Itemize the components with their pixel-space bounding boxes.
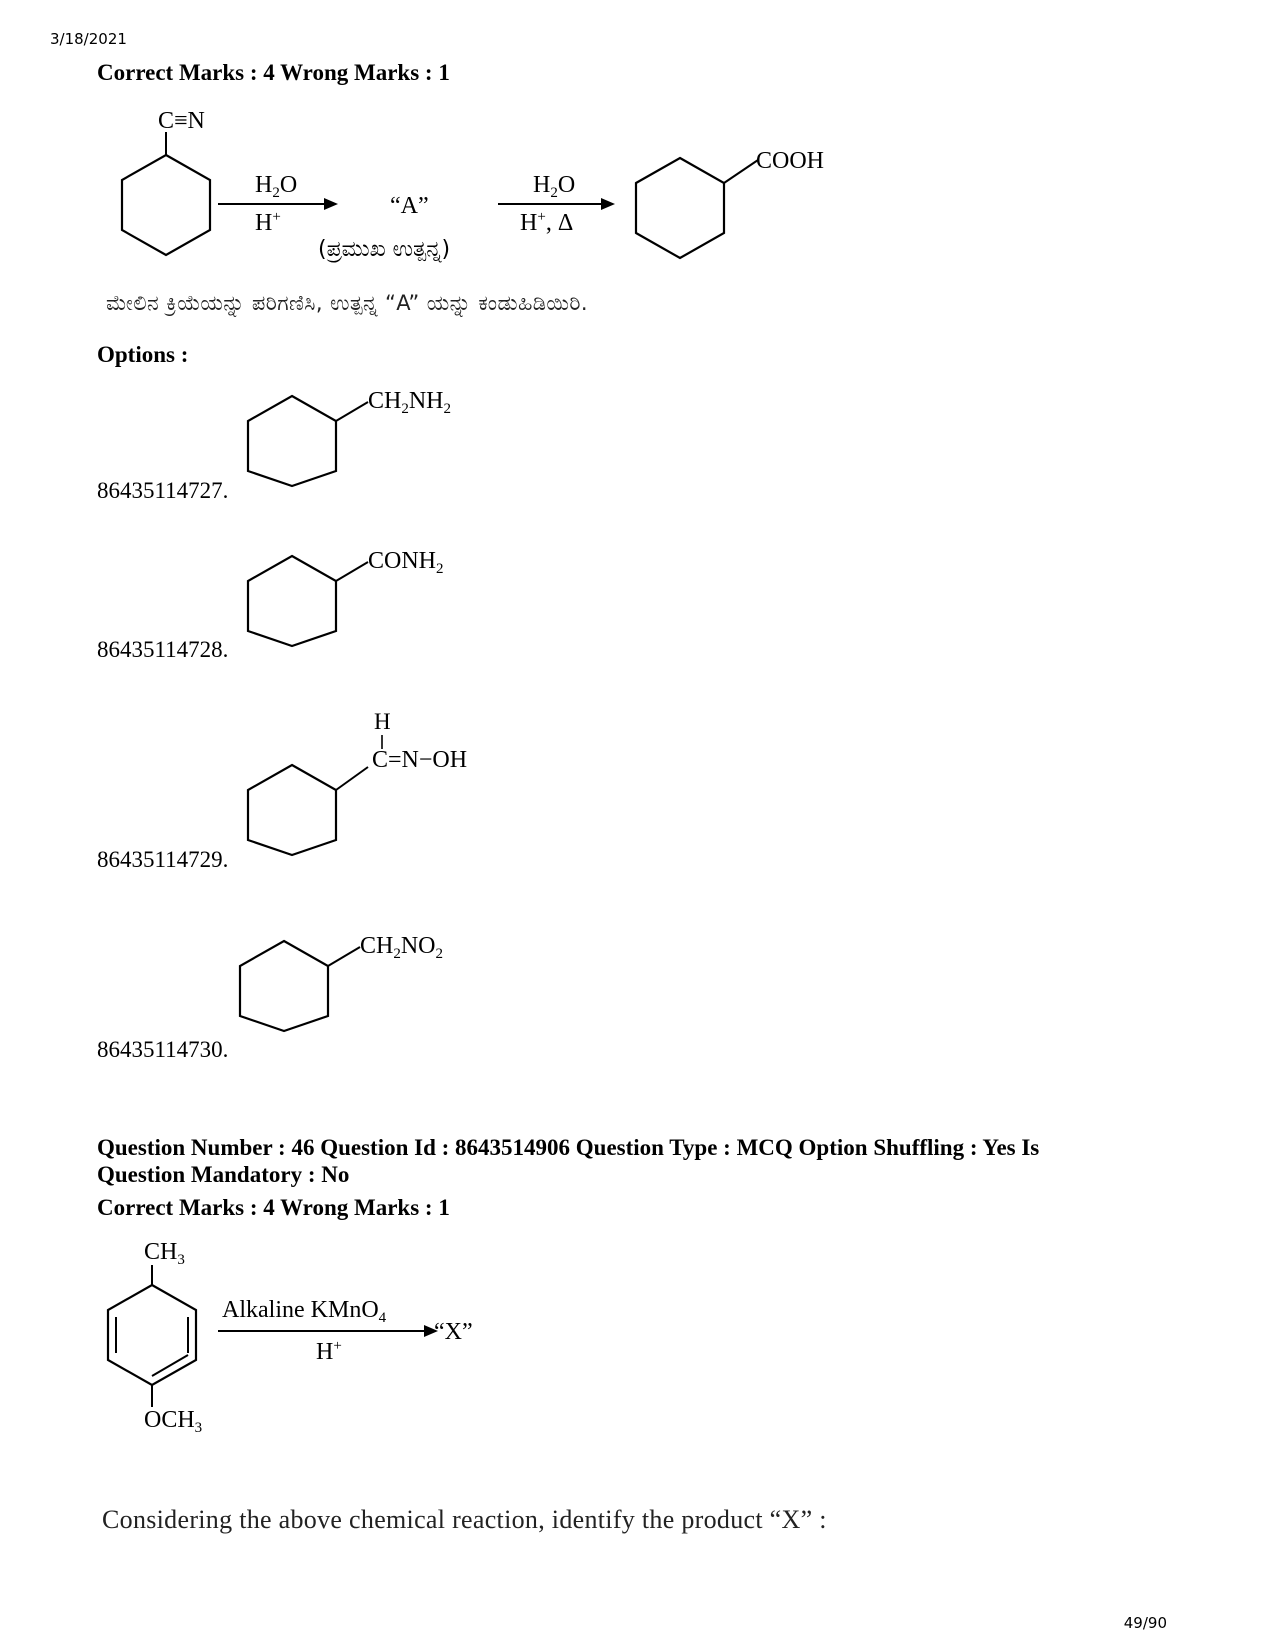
option-4-structure	[232, 925, 492, 1035]
q46-marks: Correct Marks : 4 Wrong Marks : 1	[97, 1195, 450, 1220]
double-bond-line	[152, 1355, 188, 1376]
bond-line	[328, 947, 360, 966]
cyclohexane-ring	[248, 556, 336, 646]
hydrogen-label: H	[374, 709, 391, 734]
benzene-ring	[108, 1285, 196, 1385]
q45-marks: Correct Marks : 4 Wrong Marks : 1	[97, 60, 450, 85]
q46-info-line-1: Question Number : 46 Question Id : 8643514906 Question Type : MCQ Option Shuffling : Yes Is	[97, 1135, 1040, 1160]
options-label: Options :	[97, 342, 189, 367]
option-1-id[interactable]: 86435114727.	[97, 478, 229, 503]
q46-reaction-scheme	[100, 1235, 520, 1435]
q45-question-text: ಮೇಲಿನ ಕ್ರಿಯೆಯನ್ನು ಪರಿಗಣಿಸಿ, ಉತ್ಪನ್ನ “A” ಯನ್ನು ಕಂಡುಹಿಡಿಯಿರಿ.	[106, 291, 588, 315]
q45-reaction-scheme	[100, 100, 860, 280]
bond-line	[336, 402, 368, 421]
option-2-id[interactable]: 86435114728.	[97, 637, 229, 662]
reagent-kmno4: Alkaline KMnO$_4$	[222, 1297, 387, 1326]
cyclohexane-ring	[248, 765, 336, 855]
bond-line	[336, 767, 368, 790]
cyclohexane-ring	[248, 396, 336, 486]
intermediate-label: “A”	[390, 193, 429, 219]
option-1-structure	[240, 380, 500, 490]
q46-info-line-2: Question Mandatory : No	[97, 1162, 350, 1187]
option-2-structure	[240, 540, 500, 650]
product-label: “X”	[434, 1319, 473, 1345]
substituent-label: C=N−OH	[372, 747, 468, 773]
reagent-acid-heat: H+, Δ	[520, 209, 574, 236]
substituent-label: $CH_2NO_2$	[360, 933, 444, 962]
reagent-water: $H_2O$	[533, 172, 576, 201]
print-date: 3/18/2021	[50, 30, 127, 48]
cyclohexane-ring	[240, 941, 328, 1031]
option-4-id[interactable]: 86435114730.	[97, 1037, 229, 1062]
methyl-group: $CH_3$	[144, 1239, 185, 1268]
page-number: 49/90	[1123, 1614, 1167, 1632]
intermediate-note: (ಪ್ರಮುಖ ಉತ್ಪನ್ನ)	[318, 237, 451, 262]
bond-line	[336, 562, 368, 581]
arrowhead	[601, 198, 615, 210]
reagent-water: $H_2O$	[255, 172, 298, 201]
option-3-structure	[240, 705, 520, 860]
carboxyl-group: COOH	[756, 148, 825, 174]
cyclohexane-ring	[122, 155, 210, 255]
reagent-acid: H+	[255, 209, 281, 236]
substituent-label: $CONH_2$	[368, 548, 444, 577]
methoxy-group: $OCH_3$	[144, 1407, 203, 1435]
nitrile-group: C≡N	[158, 108, 205, 134]
cyclohexane-ring	[636, 158, 724, 258]
q46-question-text: Considering the above chemical reaction, identify the product “X” :	[102, 1505, 827, 1534]
option-3-id[interactable]: 86435114729.	[97, 847, 229, 872]
substituent-label: $CH_2NH_2$	[368, 388, 452, 417]
arrowhead	[324, 198, 338, 210]
bond-line	[724, 160, 758, 183]
reagent-acid: H+	[316, 1338, 342, 1365]
